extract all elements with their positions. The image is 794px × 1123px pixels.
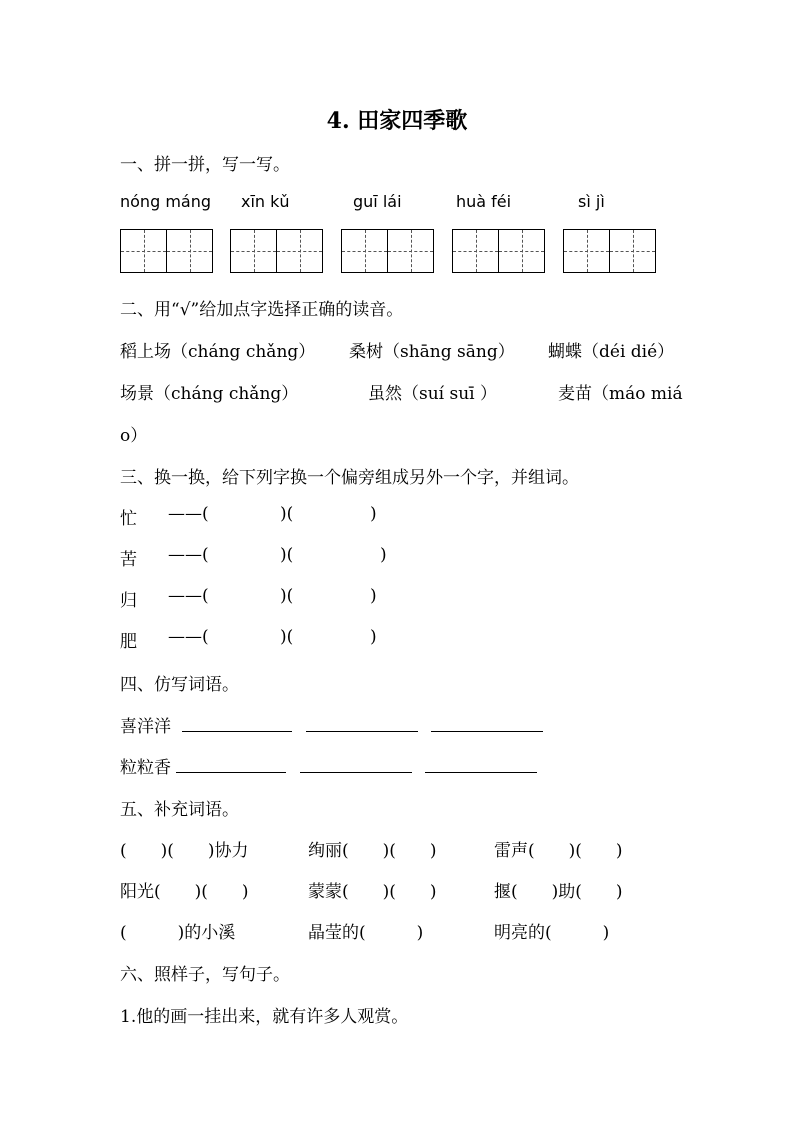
writing-grid-1[interactable]	[120, 229, 213, 273]
page-title: 4. 田家四季歌	[326, 108, 468, 134]
radical-char: 归	[120, 591, 137, 611]
fill-word: 蒙蒙( )( )	[308, 882, 437, 902]
radical-char: 肥	[120, 632, 137, 652]
reading-item: 麦苗（máo miá	[558, 384, 683, 404]
dash-open: ——(	[168, 627, 209, 647]
fill-word: 明亮的( )	[494, 923, 610, 943]
fill-word: 晶莹的( )	[308, 923, 424, 943]
paren-mid: )(	[280, 545, 294, 565]
answer-line[interactable]	[182, 715, 292, 732]
imitate-word: 喜洋洋	[120, 717, 171, 737]
pinyin-2: xīn kǔ	[241, 192, 290, 211]
paren-end: )	[370, 627, 377, 647]
writing-grid-2[interactable]	[230, 229, 323, 273]
section-3-heading: 三、换一换，给下列字换一个偏旁组成另外一个字，并组词。	[120, 468, 579, 488]
imitate-word-row	[120, 753, 537, 778]
section-6-heading: 六、照样子，写句子。	[120, 965, 290, 985]
fill-word: ( )( )协力	[120, 841, 249, 861]
reading-item: 稻上场（cháng chǎng）	[120, 342, 316, 362]
reading-item: 虽然（suí suī ）	[368, 384, 498, 404]
fill-word: ( )的小溪	[120, 923, 236, 943]
fill-word: 绚丽( )( )	[308, 841, 437, 861]
radical-char: 苦	[120, 550, 137, 570]
writing-grid-3[interactable]	[341, 229, 434, 273]
paren-end: )	[370, 504, 377, 524]
answer-line[interactable]	[176, 756, 286, 773]
writing-grid-4[interactable]	[452, 229, 545, 273]
section-1-heading: 一、拼一拼，写一写。	[120, 155, 290, 175]
section-5-heading: 五、补充词语。	[120, 800, 239, 820]
pinyin-1: nóng máng	[120, 192, 211, 211]
reading-item: 桑树（shāng sāng）	[349, 342, 515, 362]
dash-open: ——(	[168, 545, 209, 565]
paren-end: )	[380, 545, 387, 565]
section-4-heading: 四、仿写词语。	[120, 675, 239, 695]
dash-open: ——(	[168, 504, 209, 524]
fill-word: 雷声( )( )	[494, 841, 623, 861]
pinyin-3: guī lái	[353, 192, 402, 211]
fill-word: 揠( )助( )	[494, 882, 623, 902]
dash-open: ——(	[168, 586, 209, 606]
answer-line[interactable]	[306, 715, 418, 732]
writing-grid-5[interactable]	[563, 229, 656, 273]
reading-item: 场景（cháng chǎng）	[120, 384, 299, 404]
section-2-heading: 二、用“√”给加点字选择正确的读音。	[120, 300, 404, 320]
pinyin-5: sì jì	[578, 192, 605, 211]
reading-item-wrap: o）	[120, 426, 148, 446]
answer-line[interactable]	[300, 756, 412, 773]
answer-line[interactable]	[431, 715, 543, 732]
paren-mid: )(	[280, 627, 294, 647]
example-sentence: 1.他的画一挂出来，就有许多人观赏。	[120, 1007, 409, 1027]
paren-end: )	[370, 586, 377, 606]
fill-word: 阳光( )( )	[120, 882, 249, 902]
radical-char: 忙	[120, 509, 137, 529]
reading-item: 蝴蝶（déi dié）	[548, 342, 675, 362]
pinyin-4: huà féi	[456, 192, 512, 211]
paren-mid: )(	[280, 586, 294, 606]
imitate-word: 粒粒香	[120, 758, 171, 778]
paren-mid: )(	[280, 504, 294, 524]
imitate-word-row	[120, 712, 543, 737]
answer-line[interactable]	[425, 756, 537, 773]
